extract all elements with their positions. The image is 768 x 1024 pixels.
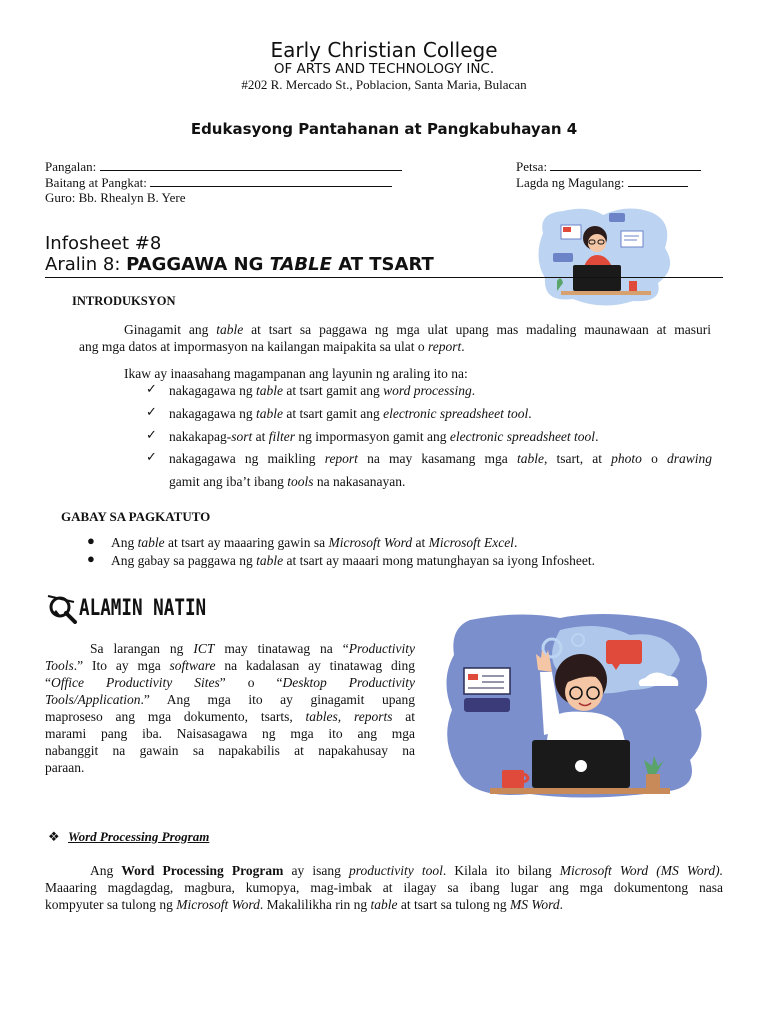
text-run: at tsart sa paggawa ng mga ulat upang mas madaling maunawaan at masuri: [243, 322, 711, 337]
text-run: ay isang: [283, 863, 350, 878]
text-run: at: [252, 429, 269, 444]
text-run: .: [559, 897, 563, 912]
word-processing-line: [45, 862, 723, 879]
bullet-icon: ●: [87, 551, 95, 566]
text-run: MS Word: [509, 897, 560, 912]
school-address: #202 R. Mercado St., Poblacion, Santa Maria, Bulacan: [241, 77, 527, 92]
text-run: at tsart ay maaari mong matunghayan sa iyong Infosheet.: [283, 553, 595, 568]
subject-title: Edukasyong Pantahanan at Pangkabuhayan 4: [190, 120, 578, 138]
text-run: na nakasanayan.: [313, 474, 406, 489]
lesson-title-a: PAGGAWA NG: [126, 254, 270, 275]
text-run: maproseso ang mga dokumento, tsarts,: [45, 709, 306, 724]
text-run: at tsart sa tulong ng: [397, 897, 510, 912]
text-run: ” o “: [219, 675, 283, 690]
name-label: Pangalan:: [45, 159, 97, 174]
text-run: .: [595, 429, 599, 444]
text-run: “: [45, 675, 51, 690]
alamin-line: [45, 691, 415, 708]
objectives-intro: Ikaw ay inaasahang magampanan ang layunin ng araling ito na:: [124, 366, 468, 381]
gabay-heading: GABAY SA PAGKATUTO: [61, 509, 211, 524]
text-run: Sa larangan ng: [90, 641, 194, 656]
alamin-line: [45, 657, 415, 674]
text-run: report: [428, 339, 462, 354]
text-run: report: [324, 451, 358, 466]
text-run: ICT: [193, 641, 215, 656]
objective-item-cont: [169, 473, 405, 490]
text-run: gamit ang iba’t ibang: [169, 474, 288, 489]
alamin-line: [45, 759, 415, 776]
text-run: Word Processing Program: [121, 863, 284, 878]
text-run: nakagagawa ng: [169, 406, 256, 421]
text-run: at: [412, 535, 429, 550]
text-run: at tsart gamit ang: [282, 383, 384, 398]
text-run: .: [513, 535, 518, 550]
teacher-name: Guro: Bb. Rhealyn B. Yere: [45, 190, 186, 205]
text-run: table: [216, 322, 244, 337]
text-run: sort: [231, 429, 253, 444]
text-run: Ang: [111, 535, 138, 550]
objective-item: [169, 428, 598, 445]
text-run: .” Ang mga ito ay ginagamit upang: [140, 692, 415, 707]
text-run: table: [370, 897, 398, 912]
lesson-title: [45, 254, 434, 275]
objective-item: [169, 450, 712, 467]
text-run: , tsart, at: [543, 451, 612, 466]
text-run: Microsoft Word: [328, 535, 413, 550]
text-run: .: [528, 406, 532, 421]
text-run: .: [471, 383, 476, 398]
magnifier-icon: [46, 592, 78, 624]
date-field: [516, 158, 701, 175]
date-label: Petsa:: [516, 159, 548, 174]
objective-item: [169, 405, 532, 422]
text-run: Tools/Application: [45, 692, 141, 707]
word-processing-heading: Word Processing Program: [68, 829, 210, 844]
text-run: . Kilala ito bilang: [442, 863, 560, 878]
text-run: tools: [287, 474, 314, 489]
gabay-item: [111, 552, 595, 569]
text-run: software: [169, 658, 216, 673]
text-run: Office Productivity Sites: [51, 675, 220, 690]
text-run: at tsart ay maaaring gawin sa: [164, 535, 329, 550]
text-run: na may kasamang mga: [357, 451, 517, 466]
text-run: Ginagamit ang: [124, 322, 217, 337]
text-run: o: [641, 451, 667, 466]
checkmark-icon: ✓: [146, 449, 157, 464]
gabay-item: [111, 534, 517, 551]
teacher-laptop-illustration-small: [533, 203, 678, 311]
text-run: .” Ito ay mga: [73, 658, 170, 673]
text-run: nabanggit na gawain sa napakabilis at napakahusay na: [45, 743, 415, 758]
intro-heading: INTRODUKSYON: [72, 294, 176, 308]
text-run: Microsoft Word (MS Word).: [559, 863, 724, 878]
text-run: Tools: [45, 658, 74, 673]
text-run: at: [392, 709, 416, 724]
text-run: Maaaring magdagdag, magbura, kumopya, mag-imbak at ilagay sa ibang lugar ang mga dokumentong nasa: [45, 880, 723, 895]
text-run: filter: [268, 429, 295, 444]
text-run: word processing: [383, 383, 472, 398]
intro-paragraph-line2: [79, 338, 465, 355]
text-run: drawing: [666, 451, 712, 466]
word-processing-line: [45, 896, 723, 913]
alamin-line: [45, 708, 415, 725]
date-line: [550, 160, 701, 171]
text-run: ng impormasyon gamit ang: [294, 429, 450, 444]
alamin-line: [45, 640, 415, 657]
lesson-prefix: Aralin 8:: [45, 254, 127, 275]
text-run: table: [516, 451, 544, 466]
text-run: marami pang iba. Naisasagawa ng mga ito ang mga: [45, 726, 415, 741]
text-run: . Makalilikha rin ng: [259, 897, 371, 912]
parent-sign-field: [516, 174, 688, 191]
text-run: productivity tool: [349, 863, 443, 878]
checkmark-icon: ✓: [146, 381, 157, 396]
name-line: [100, 160, 402, 171]
text-run: ang mga datos at impormasyon na kailangan maipakita sa ulat o: [79, 339, 429, 354]
text-run: photo: [611, 451, 642, 466]
text-run: electronic spreadsheet tool: [383, 406, 529, 421]
text-run: table: [255, 406, 283, 421]
school-subtitle: OF ARTS AND TECHNOLOGY INC.: [273, 61, 495, 77]
text-run: Microsoft Word: [176, 897, 260, 912]
grade-line: [150, 176, 392, 187]
school-name: Early Christian College: [270, 38, 498, 62]
title-rule: [45, 277, 723, 278]
text-run: nakagagawa ng maikling: [169, 451, 325, 466]
text-run: .: [461, 339, 465, 354]
text-run: na kadalasan ay tinatawag ding: [215, 658, 416, 673]
infosheet-number: Infosheet #8: [45, 233, 162, 254]
word-processing-line: [45, 879, 723, 896]
alamin-line: [45, 725, 415, 742]
diamond-bullet-icon: ❖: [48, 829, 60, 844]
text-run: table: [255, 383, 283, 398]
objective-item: [169, 382, 475, 399]
lesson-title-b: TABLE: [269, 254, 332, 275]
alamin-line: [45, 674, 415, 691]
text-run: table: [137, 535, 165, 550]
text-run: paraan.: [45, 760, 85, 775]
text-run: nakakapag-: [169, 429, 232, 444]
alamin-paragraph: [45, 640, 415, 776]
text-run: kompyuter sa tulong ng: [45, 897, 177, 912]
text-run: Productivity: [348, 641, 415, 656]
checkmark-icon: ✓: [146, 427, 157, 442]
intro-paragraph-line1: [79, 321, 711, 338]
lesson-title-c: AT TSART: [331, 254, 434, 275]
bullet-icon: ●: [87, 533, 95, 548]
parent-sign-line: [628, 176, 688, 187]
text-run: tables, reports: [305, 709, 393, 724]
text-run: Microsoft Excel: [428, 535, 514, 550]
text-run: table: [256, 553, 284, 568]
text-run: Desktop Productivity: [282, 675, 415, 690]
text-run: nakagagawa ng: [169, 383, 256, 398]
word-processing-paragraph: [45, 862, 723, 913]
name-field: [45, 158, 402, 175]
text-run: Ang gabay sa paggawa ng: [111, 553, 257, 568]
checkmark-icon: ✓: [146, 404, 157, 419]
text-run: electronic spreadsheet tool: [449, 429, 596, 444]
text-run: Ang: [90, 863, 122, 878]
text-run: may tinatawag na “: [214, 641, 349, 656]
alamin-heading: ALAMIN NATIN: [79, 596, 207, 621]
text-run: at tsart gamit ang: [282, 406, 384, 421]
grade-label: Baitang at Pangkat:: [45, 175, 147, 190]
alamin-line: [45, 742, 415, 759]
teacher-laptop-illustration-large: [440, 610, 715, 802]
parent-sign-label: Lagda ng Magulang:: [516, 175, 625, 190]
